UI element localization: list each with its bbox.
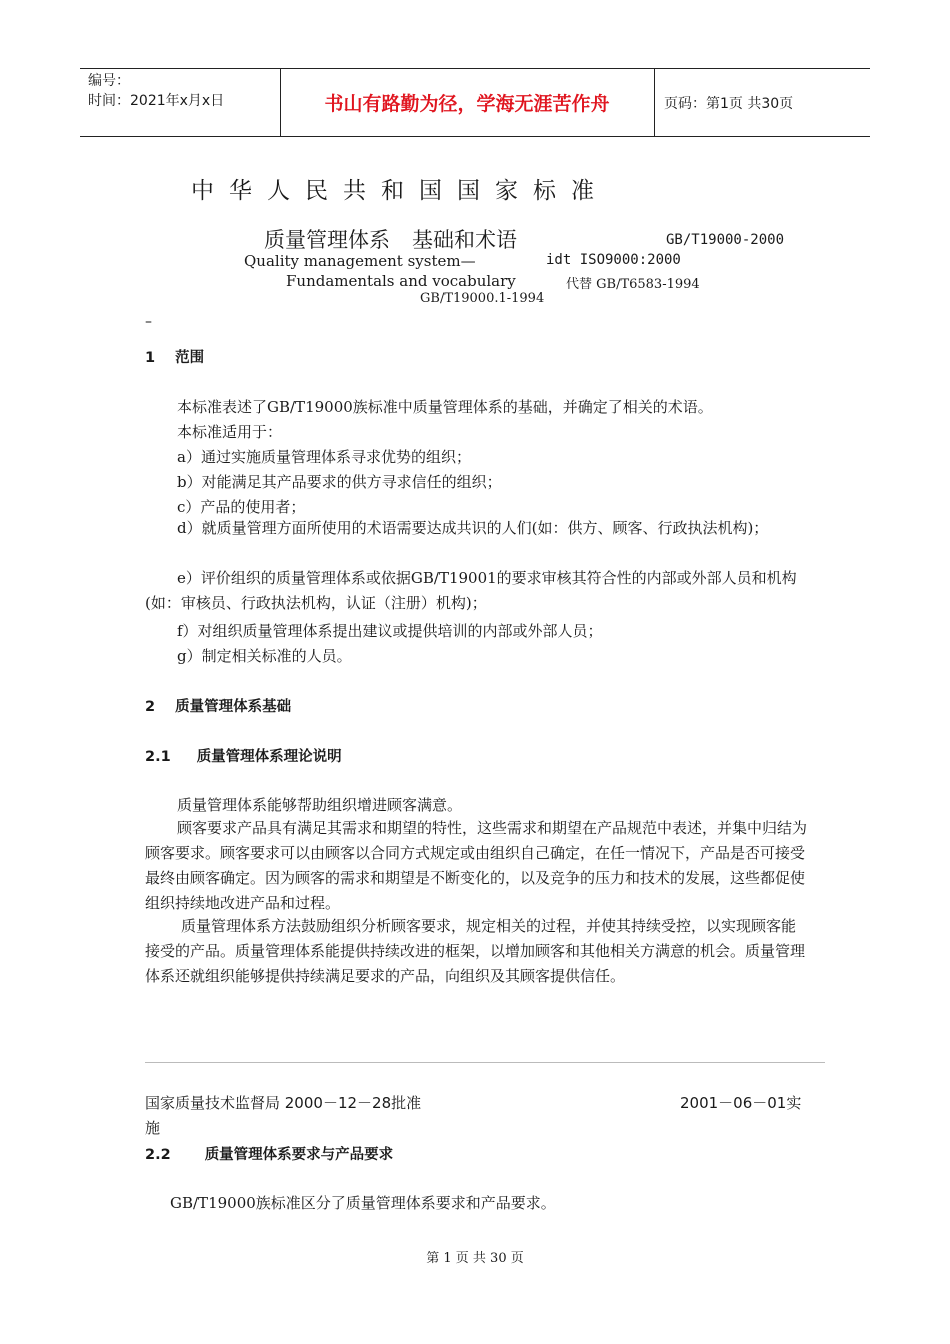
- section-title: 质量管理体系基础: [175, 699, 292, 715]
- header-page-info: 页码：第1页 共30页: [664, 96, 794, 112]
- subsection-2-2-heading: [145, 1143, 393, 1164]
- replaces-note: 代替 GB/T6583-1994: [566, 277, 700, 292]
- subsection-number: 2.1: [145, 749, 171, 765]
- paragraph: 质量管理体系能够帮助组织增进顾客满意。: [177, 796, 463, 814]
- english-title-line2: Fundamentals and vocabulary: [286, 272, 516, 290]
- implementation-date-wrap: 施: [145, 1119, 161, 1137]
- divider: [145, 1062, 825, 1063]
- idt-reference: idt ISO9000:2000: [546, 252, 681, 268]
- page-footer: 第 1 页 共 30 页: [426, 1251, 524, 1266]
- section-number: 1: [145, 350, 156, 366]
- time-label: 时间：2021年x月x日: [88, 93, 225, 109]
- list-item: e）评价组织的质量管理体系或依据GB/T19001的要求审核其符合性的内部或外部人员和机构(如：审核员、行政执法机构，认证（注册）机构)；: [145, 569, 797, 612]
- list-item: c）产品的使用者；: [177, 498, 306, 516]
- title-part1: 质量管理体系: [264, 228, 390, 252]
- subsection-2-1-heading: [145, 745, 342, 766]
- section-2-heading: [145, 695, 291, 716]
- dash-mark: –: [145, 314, 152, 330]
- title-part2: 基础和术语: [412, 228, 517, 252]
- list-item: b）对能满足其产品要求的供方寻求信任的组织；: [177, 473, 502, 491]
- list-item: d）就质量管理方面所使用的术语需要达成共识的人们(如：供方、顾客、行政执法机构)；: [177, 519, 769, 537]
- list-item: g）制定相关标准的人员。: [177, 647, 352, 665]
- paragraph: 本标准适用于：: [177, 423, 283, 441]
- national-title: 中华人民共和国国家标准: [191, 178, 609, 204]
- issuer-approval: 国家质量技术监督局 2000－12－28批准: [145, 1094, 422, 1112]
- section-1-heading: [145, 346, 204, 367]
- standard-title: [264, 224, 517, 254]
- header-divider: [654, 69, 655, 136]
- code-label: 编号：: [88, 73, 130, 89]
- section-title: 范围: [175, 350, 205, 366]
- header-motto: 书山有路勤为径，学海无涯苦作舟: [324, 93, 610, 115]
- subsection-title: 质量管理体系要求与产品要求: [204, 1147, 394, 1163]
- header-divider: [280, 69, 281, 136]
- english-title-line1: Quality management system—: [244, 252, 476, 270]
- subsection-title: 质量管理体系理论说明: [196, 749, 342, 765]
- list-item: a）通过实施质量管理体系寻求优势的组织；: [177, 448, 471, 466]
- implementation-date: 2001－06－01实: [680, 1094, 802, 1112]
- standard-number: GB/T19000-2000: [666, 232, 785, 248]
- paragraph: GB/T19000族标准区分了质量管理体系要求和产品要求。: [170, 1194, 556, 1212]
- list-item: f）对组织质量管理体系提出建议或提供培训的内部或外部人员；: [177, 622, 603, 640]
- header-meta: [88, 71, 224, 111]
- replaces-note-2: GB/T19000.1-1994: [420, 291, 545, 306]
- header-table: [80, 68, 870, 137]
- subsection-number: 2.2: [145, 1147, 171, 1163]
- section-number: 2: [145, 699, 156, 715]
- paragraph: 质量管理体系方法鼓励组织分析顾客要求，规定相关的过程，并使其持续受控，以实现顾客能接受的产品。质量管理体系能提供持续改进的框架，以增加顾客和其他相关方满意的机会。质量管理体系还就组织能够提供持续满足要求的产品，向组织及其顾客提供信任。: [145, 917, 806, 985]
- paragraph: 顾客要求产品具有满足其需求和期望的特性，这些需求和期望在产品规范中表述，并集中归结为顾客要求。顾客要求可以由顾客以合同方式规定或由组织自己确定，在任一情况下，产品是否可接受最终由顾客确定。因为顾客的需求和期望是不断变化的，以及竞争的压力和技术的发展，这些都促使组织持续地改进产品和过程。: [145, 819, 808, 912]
- paragraph: 本标准表述了GB/T19000族标准中质量管理体系的基础，并确定了相关的术语。: [177, 398, 713, 416]
